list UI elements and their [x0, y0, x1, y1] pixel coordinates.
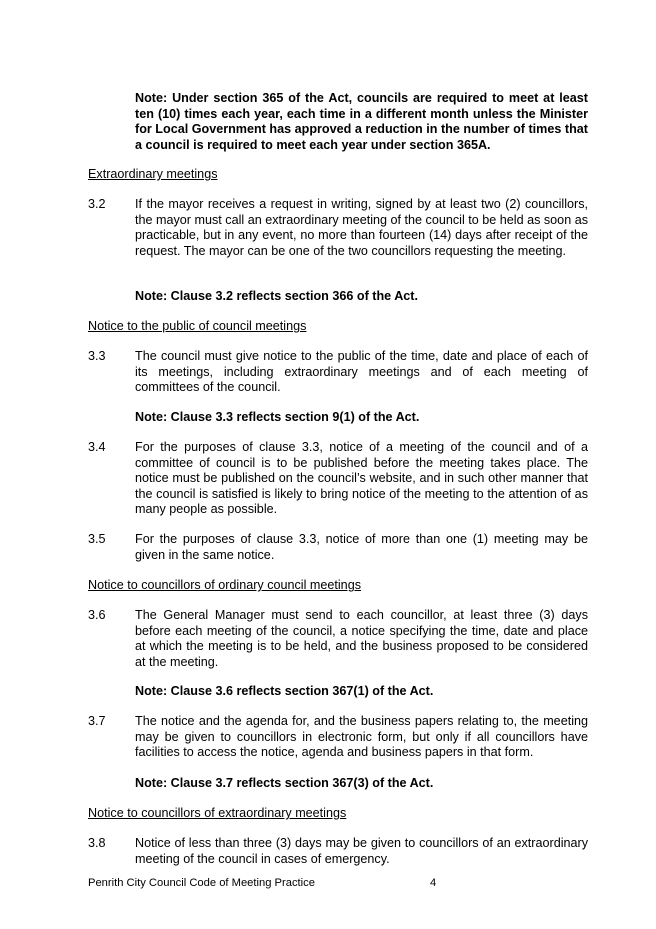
clause-number: 3.4 — [88, 440, 106, 454]
footer-title: Penrith City Council Code of Meeting Practice — [88, 877, 315, 889]
note-clause-3-6: Note: Clause 3.6 reflects section 367(1) of the Act. — [135, 684, 434, 698]
clause-3-7 — [88, 714, 588, 761]
clause-number: 3.5 — [88, 532, 106, 546]
clause-3-4 — [88, 440, 588, 518]
clause-text: The General Manager must send to each councillor, at least three (3) days before each meeting of the council, a notice specifying the time, date and place at which the meeting is to be held, and the business proposed to be considered at the meeting. — [135, 608, 588, 669]
clause-3-5 — [88, 532, 588, 563]
heading-ordinary-notice: Notice to councillors of ordinary council meetings — [88, 578, 361, 592]
clause-text: Notice of less than three (3) days may be given to councillors of an extraordinary meeting of the council in cases of emergency. — [135, 836, 588, 866]
heading-public-notice: Notice to the public of council meetings — [88, 319, 307, 333]
clause-number: 3.2 — [88, 197, 106, 211]
clause-3-2 — [88, 197, 588, 259]
note-clause-3-2: Note: Clause 3.2 reflects section 366 of the Act. — [135, 289, 418, 303]
note-clause-3-7: Note: Clause 3.7 reflects section 367(3) of the Act. — [135, 776, 434, 790]
clause-text: The council must give notice to the public of the time, date and place of each of its meetings, including extraordinary meetings and of each meeting of committees of the council. — [135, 349, 588, 395]
note-clause-3-3: Note: Clause 3.3 reflects section 9(1) of the Act. — [135, 410, 420, 424]
page-number: 4 — [430, 877, 437, 889]
note-section-365: Note: Under section 365 of the Act, councils are required to meet at least ten (10) times each year, each time in a different month unless the Minister for Local Government has approved a reduction in the number of times that a council is required to meet each year under section 365A. — [135, 91, 588, 152]
clause-number: 3.7 — [88, 714, 106, 728]
clause-text: For the purposes of clause 3.3, notice of a meeting of the council and of a committee of council is to be published before the meeting takes place. The notice must be published on the council’s website, and in such other manner that the council is satisfied is likely to bring notice of the meeting to the attention of as many people as possible. — [135, 440, 588, 517]
clause-number: 3.3 — [88, 349, 106, 363]
clause-3-6 — [88, 608, 588, 670]
clause-number: 3.8 — [88, 836, 106, 850]
clause-text: If the mayor receives a request in writing, signed by at least two (2) councillors, the mayor must call an extraordinary meeting of the council to be held as soon as practicable, but in any event, no more than fourteen (14) days after receipt of the request. The mayor can be one of the two councillors requesting the meeting. — [135, 197, 588, 258]
clause-3-3 — [88, 349, 588, 396]
clause-3-8 — [88, 836, 588, 867]
heading-extraordinary-notice: Notice to councillors of extraordinary meetings — [88, 806, 347, 820]
clause-number: 3.6 — [88, 608, 106, 622]
heading-extraordinary-meetings: Extraordinary meetings — [88, 167, 218, 181]
clause-text: The notice and the agenda for, and the business papers relating to, the meeting may be given to councillors in electronic form, but only if all councillors have facilities to access the notice, agenda and business papers in that form. — [135, 714, 588, 760]
clause-text: For the purposes of clause 3.3, notice of more than one (1) meeting may be given in the same notice. — [135, 532, 588, 562]
